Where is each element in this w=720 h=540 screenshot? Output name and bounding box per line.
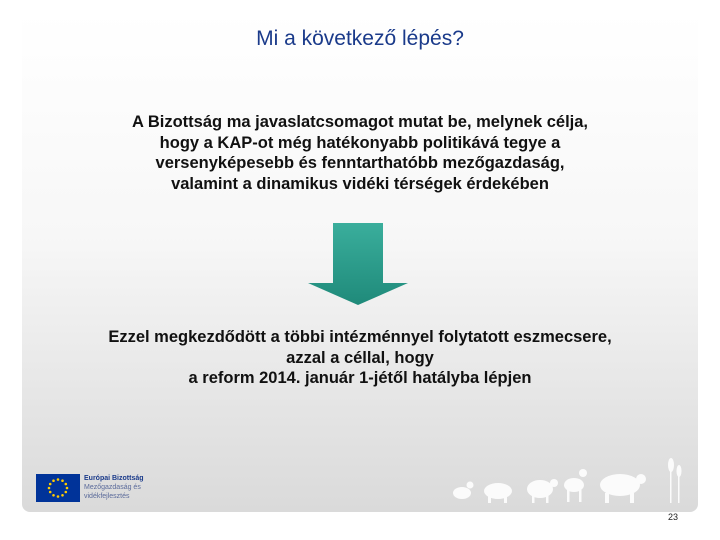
outcome-paragraph [40, 327, 680, 389]
proposal-line: versenyképesebb és fenntarthatóbb mezőgazdaság, [155, 154, 565, 172]
eu-flag-icon [36, 474, 80, 502]
proposal-paragraph [60, 112, 660, 194]
org-name: Európai Bizottság [84, 475, 144, 482]
proposal-line: A Bizottság ma javaslatcsomagot mutat be, melynek célja, [131, 113, 589, 131]
down-arrow-icon [308, 223, 408, 305]
proposal-line: hogy a KAP-ot még hatékonyabb politikává tegye a [159, 133, 561, 152]
outcome-line: a reform 2014. január 1-jétől hatályba lépjen [188, 369, 532, 387]
footer-org-text [84, 474, 144, 501]
slide-title: Mi a következő lépés? [256, 27, 464, 50]
dept-line: Mezőgazdaság és [84, 484, 141, 491]
dept-line: vidékfejlesztés [84, 493, 130, 500]
proposal-line: valamint a dinamikus vidéki térségek érdekében [171, 174, 549, 193]
outcome-line: Ezzel megkezdődött a többi intézménnyel folytatott eszmecsere, [108, 328, 612, 346]
outcome-line: azzal a céllal, hogy [286, 348, 434, 367]
farm-animals-silhouette-icon [440, 455, 690, 505]
page-number: 23 [667, 512, 678, 522]
